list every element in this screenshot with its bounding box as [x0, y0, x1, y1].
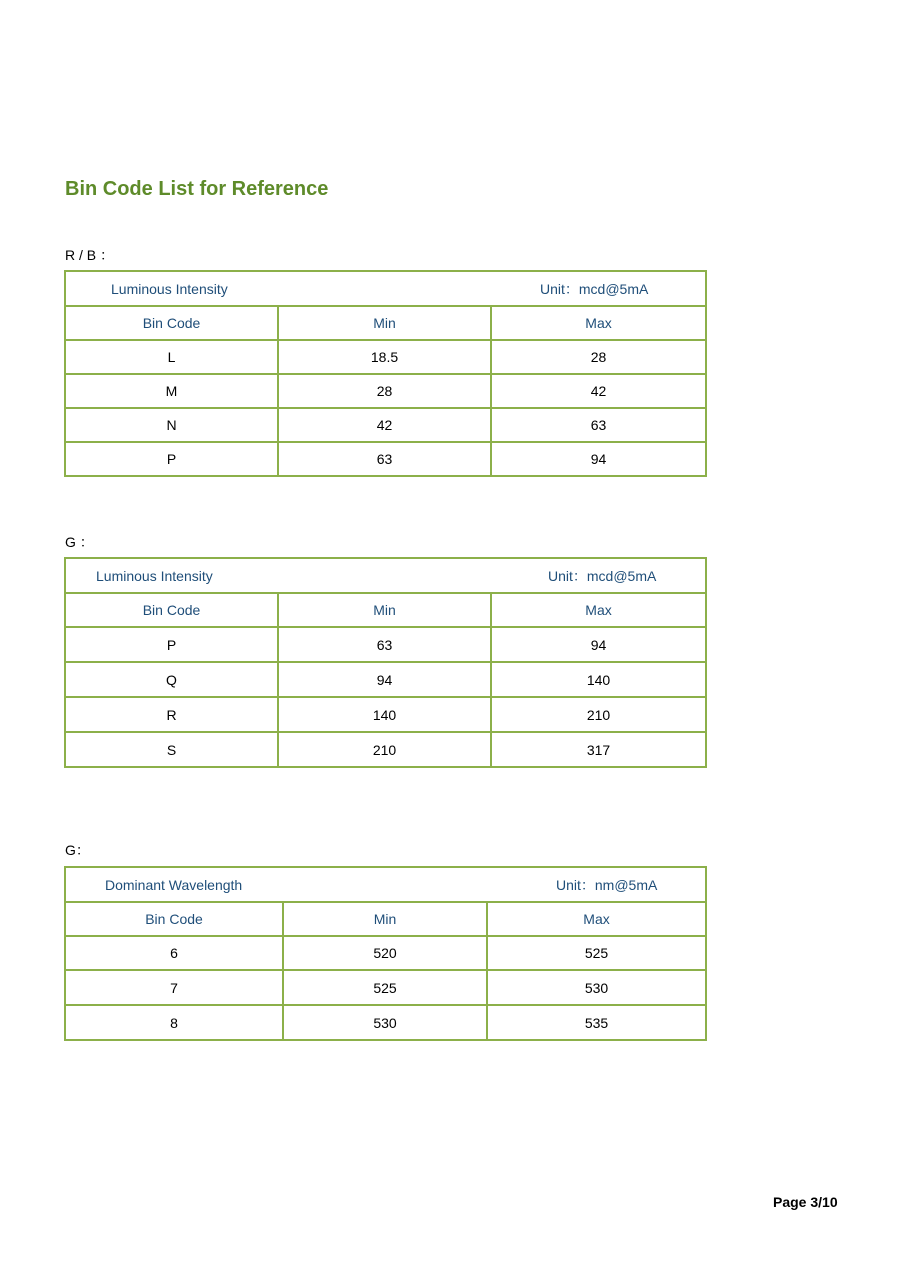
luminous-intensity-table-g: [64, 557, 707, 768]
section-label-g-intensity: G ：: [65, 534, 94, 550]
cell-max: 210: [491, 697, 706, 732]
table-row: [65, 408, 706, 442]
cell-min: 520: [283, 936, 487, 970]
header-bin-code: Bin Code: [65, 902, 283, 936]
header-bin-code: Bin Code: [65, 306, 278, 340]
caption-left: Luminous Intensity: [111, 280, 228, 297]
cell-max: 525: [487, 936, 706, 970]
table-row: [65, 1005, 706, 1040]
cell-bin: L: [65, 340, 278, 374]
header-min: Min: [283, 902, 487, 936]
header-bin-code: Bin Code: [65, 593, 278, 627]
table-caption: [65, 558, 706, 593]
cell-min: 140: [278, 697, 491, 732]
cell-max: 94: [491, 442, 706, 476]
cell-bin: Q: [65, 662, 278, 697]
cell-max: 535: [487, 1005, 706, 1040]
cell-bin: 8: [65, 1005, 283, 1040]
caption-left: Dominant Wavelength: [105, 876, 243, 893]
table-header-row: [65, 593, 706, 627]
table-row: [65, 732, 706, 767]
table-row: [65, 340, 706, 374]
cell-bin: 6: [65, 936, 283, 970]
cell-min: 28: [278, 374, 491, 408]
header-min: Min: [278, 593, 491, 627]
cell-bin: S: [65, 732, 278, 767]
table-row: [65, 697, 706, 732]
cell-max: 530: [487, 970, 706, 1005]
cell-min: 210: [278, 732, 491, 767]
cell-min: 525: [283, 970, 487, 1005]
cell-bin: P: [65, 442, 278, 476]
cell-max: 42: [491, 374, 706, 408]
caption-unit: Unit：nm@5mA: [556, 876, 658, 893]
table-caption: [65, 271, 706, 306]
cell-max: 317: [491, 732, 706, 767]
cell-bin: P: [65, 627, 278, 662]
table-row: [65, 662, 706, 697]
table-header-row: [65, 306, 706, 340]
luminous-intensity-table-rb: [64, 270, 707, 477]
cell-max: 94: [491, 627, 706, 662]
table-caption: [65, 867, 706, 902]
cell-bin: M: [65, 374, 278, 408]
table-row: [65, 936, 706, 970]
cell-min: 94: [278, 662, 491, 697]
cell-bin: 7: [65, 970, 283, 1005]
caption-unit: Unit：mcd@5mA: [548, 567, 657, 584]
cell-max: 63: [491, 408, 706, 442]
header-max: Max: [487, 902, 706, 936]
dominant-wavelength-table-g: [64, 866, 707, 1041]
cell-min: 42: [278, 408, 491, 442]
section-label-g-wavelength: G：: [65, 842, 90, 858]
cell-min: 530: [283, 1005, 487, 1040]
header-min: Min: [278, 306, 491, 340]
page-title: Bin Code List for Reference: [65, 178, 329, 200]
caption-unit: Unit：mcd@5mA: [540, 280, 649, 297]
table-row: [65, 627, 706, 662]
header-max: Max: [491, 306, 706, 340]
cell-min: 18.5: [278, 340, 491, 374]
table-row: [65, 970, 706, 1005]
cell-bin: N: [65, 408, 278, 442]
table-row: [65, 442, 706, 476]
page-number: Page 3/10: [773, 1194, 838, 1210]
cell-bin: R: [65, 697, 278, 732]
caption-left: Luminous Intensity: [96, 567, 213, 584]
table-header-row: [65, 902, 706, 936]
table-row: [65, 374, 706, 408]
section-label-rb: R / B ：: [65, 247, 115, 263]
cell-max: 140: [491, 662, 706, 697]
header-max: Max: [491, 593, 706, 627]
cell-min: 63: [278, 627, 491, 662]
cell-max: 28: [491, 340, 706, 374]
cell-min: 63: [278, 442, 491, 476]
